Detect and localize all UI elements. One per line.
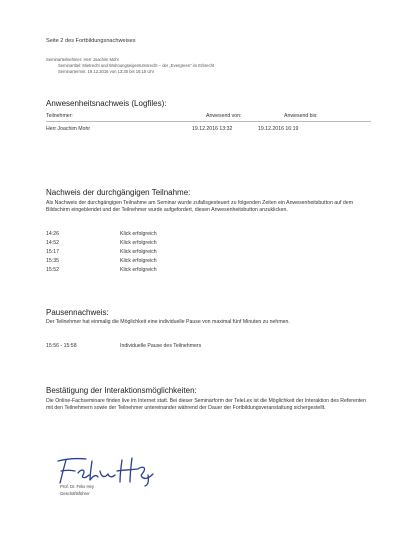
click-time-3: 15:17: [46, 249, 59, 255]
attendance-from: 19.12.2016 13:32: [192, 126, 233, 132]
click-status-3: Klick erfolgreich: [120, 249, 157, 255]
attendance-rule: [46, 121, 371, 122]
click-status-4: Klick erfolgreich: [120, 258, 157, 264]
continuous-text: Als Nachweis der durchgängigen Teilnahme am Seminar wurde zufallsgesteuert zu folgenden Zeiten ein Anwesenheitsbutton auf dem Bildschirm eingeblendet und der Teilnehmer wurde aufgefordert, diesen Anwesenheitsbutton anzuklicken.: [46, 200, 354, 213]
continuous-heading: Nachweis der durchgängigen Teilnahme:: [46, 188, 191, 197]
signatory-role: Geschäftsführer: [60, 491, 90, 496]
interaction-text: Die Online-Fachseminare finden live im Internet statt. Bei dieser Seminarform der TeleLex ist die Möglichkeit der Interaktion des Referenten mit den Teilnehmern sowie der Teilnehmer untereinander während der Dauer der Fortbildungsveranstaltung sichergestellt.: [46, 398, 366, 411]
click-time-4: 15:35: [46, 258, 59, 264]
pause-label: Individuelle Pause des Teilnehmers: [120, 343, 202, 349]
interaction-heading: Bestätigung der Interaktionsmöglichkeiten:: [46, 386, 197, 395]
click-status-2: Klick erfolgreich: [120, 240, 157, 246]
attendance-col-to: Anwesend bis:: [284, 113, 318, 119]
click-time-5: 15:52: [46, 267, 59, 273]
click-status-1: Klick erfolgreich: [120, 231, 157, 237]
attendance-heading: Anwesenheitsnachweis (Logfiles):: [46, 99, 167, 108]
attendance-col-participant: Teilnehmer:: [46, 113, 73, 119]
meta-participant: Seminarteilnehmer: Herr Joachim Mohr: [46, 57, 120, 62]
seminar-meta: [46, 57, 214, 75]
signatory-name: Prof. Dr. Felix Hey: [60, 484, 94, 489]
handwritten-signature: [52, 453, 162, 487]
click-status-5: Klick erfolgreich: [120, 267, 157, 273]
pause-time: 15:56 - 15:58: [46, 343, 77, 349]
meta-title: Seminartitel: Mietrecht und Wohnungseigentumsrecht – der „Evergreen“ im Erbrecht: [58, 63, 215, 68]
page-label: Seite 2 des Fortbildungsnachweises: [46, 38, 136, 44]
click-time-2: 14:52: [46, 240, 59, 246]
attendance-to: 19.12.2016 16:19: [258, 126, 299, 132]
attendance-col-from: Anwesend von:: [206, 113, 242, 119]
pause-text: Der Teilnehmer hat einmalig die Möglichkeit eine individuelle Pause von maximal fünf Minuten zu nehmen.: [46, 319, 290, 325]
click-time-1: 14:26: [46, 231, 59, 237]
attendance-participant: Herr Joachim Mohr: [46, 126, 91, 132]
meta-date: Seminartermin: 19.12.2016 von 13:30 bis 16:15 Uhr: [58, 69, 155, 74]
pause-heading: Pausennachweis:: [46, 308, 109, 317]
